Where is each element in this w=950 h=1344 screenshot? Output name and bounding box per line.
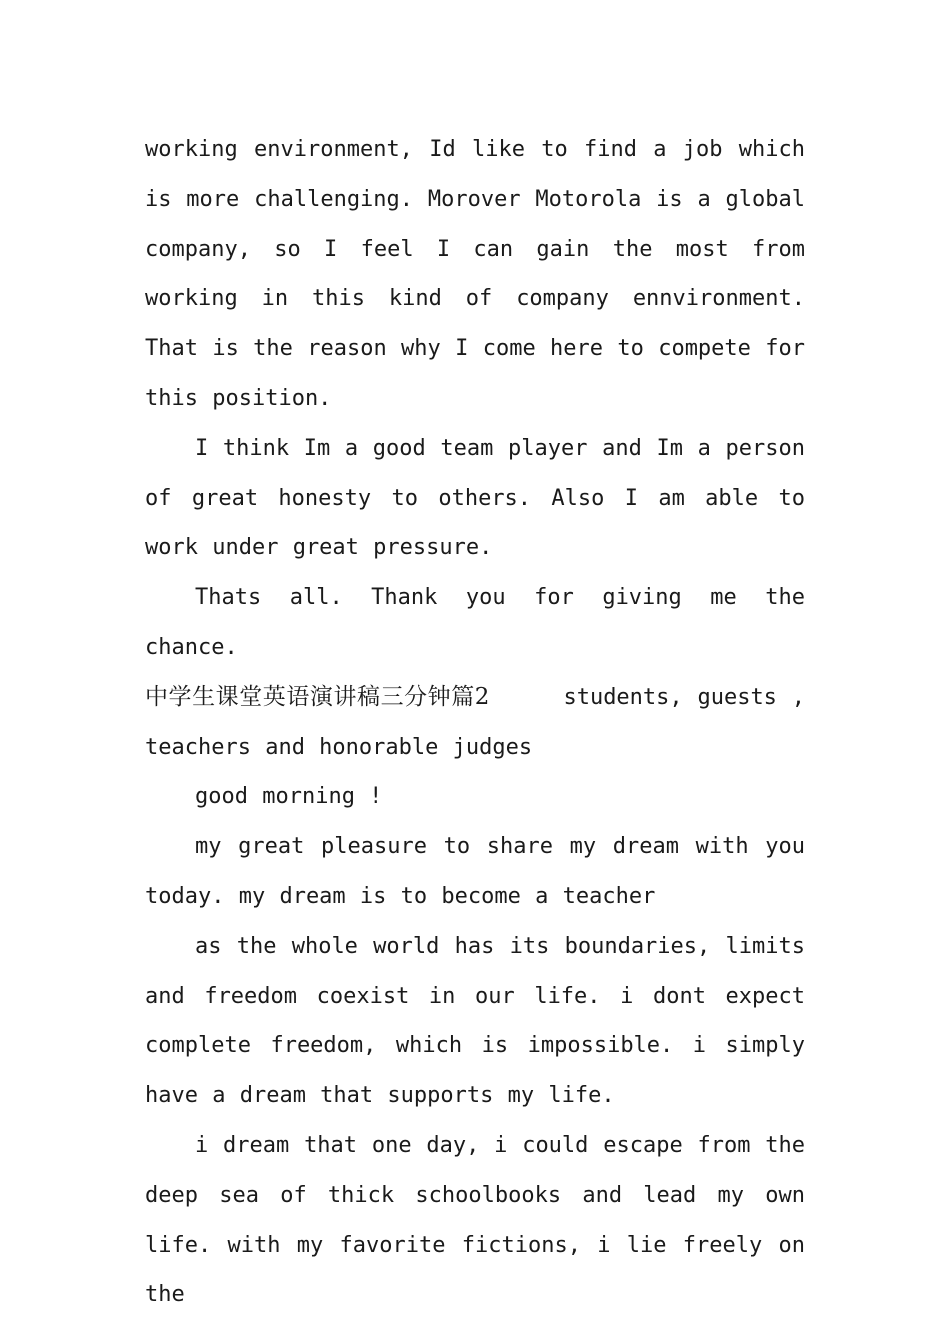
paragraph: working environment, Id like to find a job which is more challenging. Morover Motorola is a global company, so I feel I can gain the most from working in this kind of company ennvironment. That is the reason why I come here to compete for this position. xyxy=(145,137,805,411)
section-heading-paragraph xyxy=(145,673,805,773)
section-heading: 中学生课堂英语演讲稿三分钟篇2 xyxy=(145,683,490,710)
document-body xyxy=(145,125,805,1320)
paragraph: i dream that one day, i could escape from the deep sea of thick schoolbooks and lead my own life. with my favorite fictions, i lie freely on the xyxy=(145,1132,805,1308)
greeting-text: students, guests , teachers and honorable judges xyxy=(145,684,805,760)
paragraph: as the whole world has its boundaries, limits and freedom coexist in our life. i dont expect complete freedom, which is impossible. i simply have a dream that supports my life. xyxy=(145,933,805,1109)
paragraph: my great pleasure to share my dream with you today. my dream is to become a teacher xyxy=(145,834,805,909)
paragraph: good morning ! xyxy=(195,784,383,810)
paragraph: I think Im a good team player and Im a person of great honesty to others. Also I am able to work under great pressure. xyxy=(145,435,805,561)
paragraph: Thats all. Thank you for giving me the chance. xyxy=(145,585,805,660)
